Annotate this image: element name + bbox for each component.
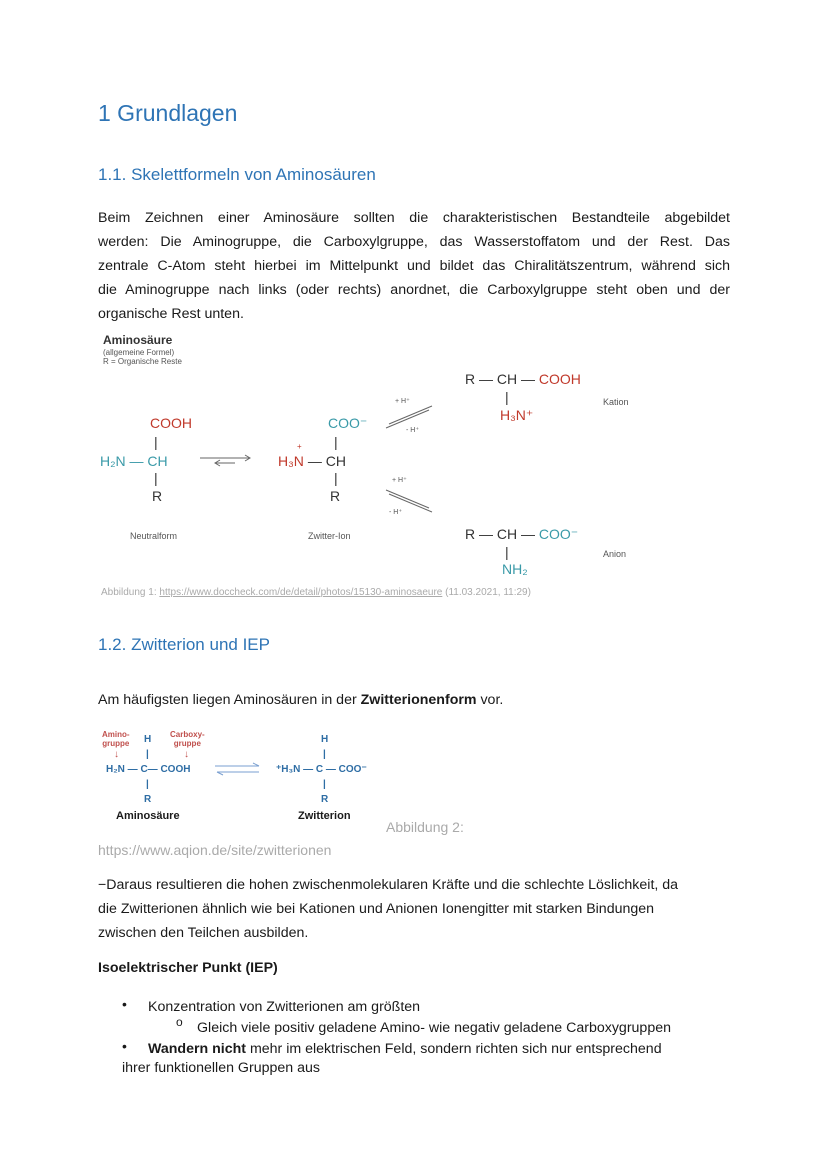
plus-h-label: + H⁺ — [395, 398, 410, 405]
heading-skelettformeln: 1.1. Skelettformeln von Aminosäuren — [98, 165, 376, 184]
paragraph-line: organische Rest unten. — [98, 306, 244, 322]
figure-2-caption: Abbildung 2: — [386, 819, 464, 835]
neutral-h2n-ch — [100, 453, 168, 469]
aminosaeure-label: Aminosäure — [116, 810, 180, 822]
upper-equilibrium-arrow-icon — [384, 406, 434, 428]
r-group: R — [321, 794, 329, 805]
carboxy-group-label: Carboxy- gruppe — [170, 730, 205, 748]
bond: | — [146, 749, 149, 760]
minus-h-label: - H⁺ — [389, 509, 403, 516]
h-atom: H — [144, 734, 152, 745]
intro-text — [98, 688, 730, 712]
figure-2-caption-link[interactable]: https://www.aqion.de/site/zwitterionen — [98, 842, 332, 858]
zwitter-r: R — [330, 488, 341, 504]
plus-h-label: + H⁺ — [392, 477, 407, 484]
bond: | — [334, 434, 338, 450]
arrow-down-icon: ↓ — [114, 749, 119, 760]
kation-cooh: COOH — [538, 371, 581, 387]
bullet-icon: • — [122, 996, 127, 1012]
kation-chain: R — CH — — [465, 371, 539, 387]
zwitter-h3n: H₃N — [278, 453, 304, 469]
bullet-item: Konzentration von Zwitterionen am größten — [148, 999, 421, 1015]
heading-zwitterion: 1.2. Zwitterion und IEP — [98, 635, 270, 654]
kation-h3n: H₃N⁺ — [500, 407, 534, 423]
plus-charge: + — [297, 442, 302, 451]
intro-post: vor. — [476, 692, 504, 708]
paragraph-line: zentrale C-Atom steht hierbei im Mittelpunkt und bildet das Chiralitätszentrum, während sich — [98, 258, 730, 274]
bond: | — [154, 434, 158, 450]
figure-1-caption — [101, 587, 531, 598]
paragraph-line: zwischen den Teilchen ausbilden. — [98, 925, 309, 941]
paragraph-line: die Zwitterionen ähnlich wie bei Kationen und Anionen Ionengitter mit starken Bindungen — [98, 901, 655, 917]
zwitter-coo: COO⁻ — [328, 415, 368, 431]
h-atom: H — [321, 734, 329, 745]
neutral-left: H₂N — CH — [100, 453, 168, 469]
bond: | — [154, 470, 158, 486]
anion-chain: R — CH — — [465, 526, 539, 542]
caption-date: (11.03.2021, 11:29) — [442, 587, 531, 598]
bond: | — [323, 749, 326, 760]
neutral-r: R — [152, 488, 163, 504]
figure-subtitle: R = Organische Reste — [103, 357, 182, 366]
sub-bullet-item: Gleich viele positiv geladene Amino- wie negativ geladene Carboxygruppen — [197, 1020, 671, 1036]
kation-formula — [465, 371, 581, 387]
intro-pre: Am häufigsten liegen Aminosäuren in der — [98, 692, 361, 708]
anion-coo: COO⁻ — [538, 526, 579, 542]
caption-prefix: Abbildung 1: — [101, 587, 160, 598]
figure-subtitle: (allgemeine Formel) — [103, 348, 175, 357]
anion-nh2: NH₂ — [502, 561, 528, 577]
bond: | — [146, 779, 149, 790]
neutralform-label: Neutralform — [130, 531, 178, 541]
equilibrium-arrow-icon — [200, 455, 252, 467]
figure-title: Aminosäure — [103, 333, 173, 347]
sub-bullet-icon: o — [176, 1015, 183, 1029]
minus-h-label: - H⁺ — [406, 427, 420, 434]
zwitterion-formula: ⁺H₃N — C — COO⁻ — [276, 764, 367, 775]
aminosaeure-formula: H₂N — C— COOH — [106, 764, 191, 775]
bond: | — [505, 544, 509, 560]
zwitter-ion-label: Zwitter-Ion — [308, 531, 351, 541]
bond: | — [334, 470, 338, 486]
bullet-icon: • — [122, 1038, 127, 1054]
bullet-rest: mehr im elektrischen Feld, sondern richten sich nur entsprechend — [246, 1041, 662, 1057]
r-group: R — [144, 794, 152, 805]
intro-bold: Zwitterionenform — [360, 692, 477, 708]
bond: | — [505, 389, 509, 405]
zwitter-ch: — CH — [307, 453, 346, 469]
paragraph-line: Beim Zeichnen einer Aminosäure sollten die charakteristischen Bestandteile abgebildet — [98, 210, 730, 226]
iep-heading: Isoelektrischer Punkt (IEP) — [98, 960, 278, 976]
arrow-down-icon: ↓ — [184, 749, 189, 760]
kation-label: Kation — [603, 397, 629, 407]
heading-grundlagen: 1 Grundlagen — [98, 100, 238, 126]
anion-label: Anion — [603, 549, 627, 559]
paragraph-line: −Daraus resultieren die hohen zwischenmolekularen Kräfte und die schlechte Löslichkeit, da — [98, 877, 679, 893]
bond: | — [323, 779, 326, 790]
caption-link[interactable]: https://www.doccheck.com/de/detail/photos/15130-aminosaeure — [159, 587, 443, 598]
lower-equilibrium-arrow-icon — [384, 490, 434, 512]
amino-group-label: Amino- gruppe — [102, 730, 130, 748]
bullet-bold: Wandern nicht — [148, 1041, 246, 1057]
paragraph-line: werden: Die Aminogruppe, die Carboxylgruppe, das Wasserstoffatom und der Rest. Das — [98, 234, 730, 250]
zwitterion-label: Zwitterion — [298, 810, 351, 822]
anion-formula — [465, 526, 578, 543]
neutral-cooh: COOH — [150, 415, 192, 431]
zwitter-h3n-ch — [278, 453, 346, 469]
paragraph-line: die Aminogruppe nach links (oder rechts) anordnet, die Carboxylgruppe steht oben und der — [98, 282, 730, 298]
equilibrium-arrow-icon — [215, 763, 261, 775]
bullet-continuation: ihrer funktionellen Gruppen aus — [122, 1060, 320, 1076]
